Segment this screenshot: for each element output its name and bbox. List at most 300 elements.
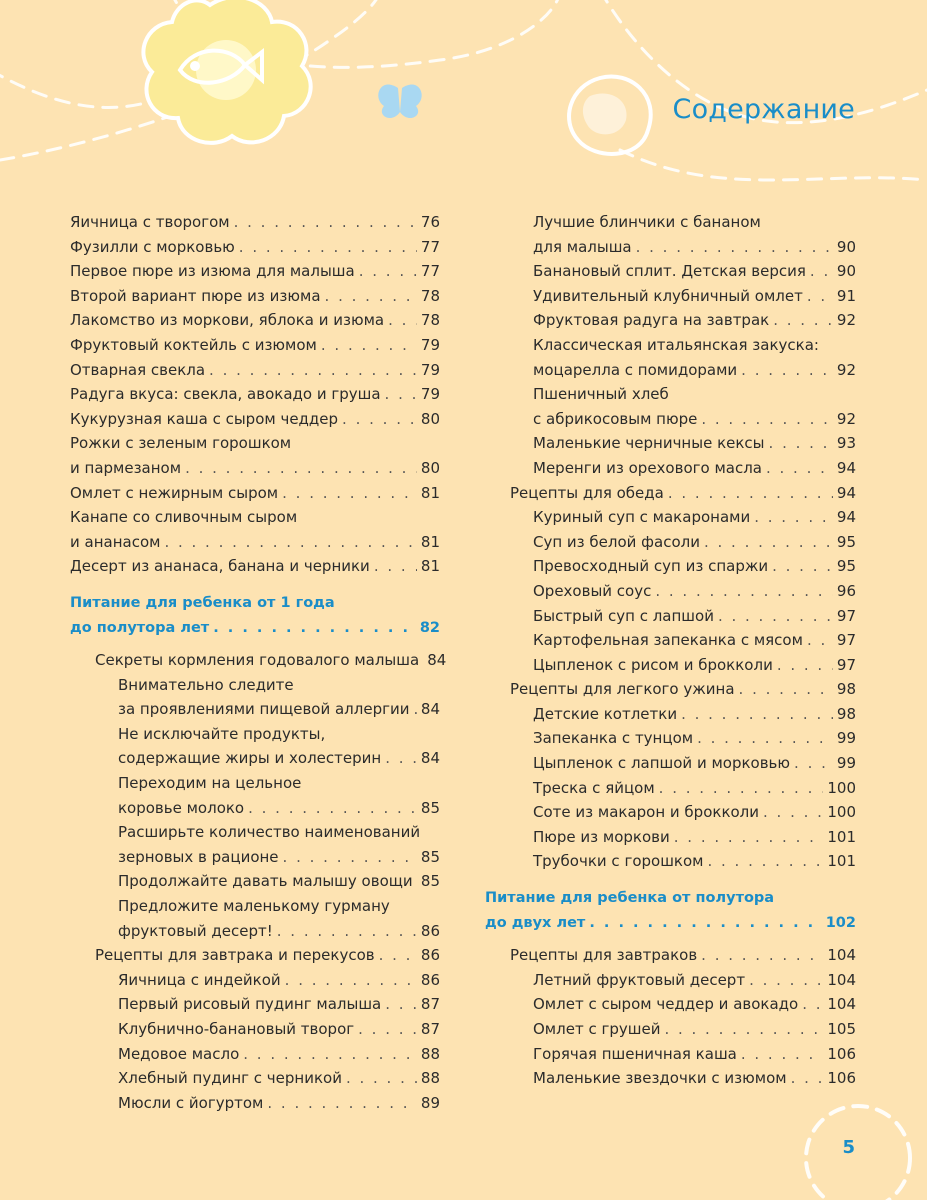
dot-leader: [325, 284, 417, 309]
toc-entry-row: [533, 456, 856, 481]
toc-entry: [485, 825, 856, 850]
toc-entry: [70, 259, 440, 284]
toc-entry-row: [70, 481, 440, 506]
toc-entry-title: содержащие жиры и холестерин: [118, 749, 382, 768]
toc-entry-title: Радуга вкуса: свекла, авокадо и груша: [70, 385, 381, 404]
toc-entry-row: [533, 992, 856, 1017]
toc-entry-title: за проявлениями пищевой аллергии: [118, 700, 410, 719]
toc-entry: [485, 579, 856, 604]
toc-entry-row: [533, 1042, 856, 1067]
toc-entry: [70, 210, 440, 235]
toc-entry: [485, 677, 856, 702]
toc-entry-row: [533, 628, 856, 653]
toc-entry-row: [533, 1066, 856, 1091]
toc-entry-title: Мюсли с йогуртом: [118, 1093, 264, 1112]
toc-entry-page: 81: [420, 483, 440, 502]
toc-entry: [485, 554, 856, 579]
dot-leader: [388, 308, 417, 333]
toc-entry-row: [118, 746, 440, 771]
toc-entry: [485, 968, 856, 993]
toc-entry: [485, 726, 856, 751]
toc-entry-page: 92: [836, 409, 856, 428]
dot-leader: [773, 308, 833, 333]
toc-entry: [485, 849, 856, 874]
dot-leader: [772, 554, 833, 579]
toc-entry-title-line: Рожки с зеленым горошком: [70, 434, 292, 453]
dot-leader: [589, 911, 821, 936]
dot-leader: [704, 530, 833, 555]
toc-entry-row: [70, 358, 440, 383]
toc-entry: [70, 333, 440, 358]
dot-leader: [346, 1066, 417, 1091]
toc-entry-page: 77: [420, 237, 440, 256]
toc-entry: [70, 968, 440, 993]
toc-entry: [485, 604, 856, 629]
dot-leader: [342, 407, 417, 432]
toc-entry: [70, 869, 440, 894]
toc-entry-title: Десерт из ананаса, банана и черники: [70, 557, 370, 576]
toc-entry-title: с абрикосовым пюре: [533, 409, 698, 428]
toc-entry-title: Суп из белой фасоли: [533, 532, 700, 551]
page-number: 5: [842, 1137, 855, 1158]
dot-leader: [718, 604, 833, 629]
toc-entry-title: Клубнично-банановый творог: [118, 1020, 355, 1038]
toc-entry-page: 88: [420, 1044, 440, 1063]
toc-entry: [485, 800, 856, 825]
toc-entry-page: 85: [420, 872, 440, 891]
toc-entry-row: [70, 308, 440, 333]
dot-leader: [267, 1091, 417, 1116]
dot-leader: [385, 746, 417, 771]
toc-entry-page: 78: [420, 286, 440, 305]
toc-entry-page: 104: [827, 946, 856, 965]
dot-leader: [321, 333, 417, 358]
dot-leader: [248, 796, 417, 821]
toc-entry: [70, 820, 440, 869]
toc-entry-row: [118, 968, 440, 993]
toc-entry: [485, 776, 856, 801]
toc-entry-title: и ананасом: [70, 532, 161, 551]
toc-entry-page: 101: [827, 827, 856, 846]
toc-entry-row: [533, 284, 856, 309]
toc-entry-row: [533, 702, 856, 727]
toc-list-right: [485, 210, 856, 1091]
toc-entry-page: 106: [827, 1044, 856, 1063]
toc-entry-title: Продолжайте давать малышу овощи: [118, 872, 413, 891]
toc-entry-row: [95, 943, 440, 968]
toc-entry-row: [533, 358, 856, 383]
toc-entry-title: коровье молоко: [118, 798, 245, 817]
toc-entry-page: 88: [420, 1069, 440, 1088]
toc-entry-title-line: Переходим на цельное: [118, 774, 302, 793]
toc-entry: [70, 554, 440, 579]
toc-entry-title-line: Не исключайте продукты,: [118, 724, 326, 743]
dot-leader: [379, 943, 417, 968]
toc-entry-title: Запеканка с тунцом: [533, 729, 694, 748]
dot-leader: [741, 358, 833, 383]
toc-entry-row: [70, 210, 440, 235]
dot-leader: [413, 697, 416, 722]
toc-entry-page: 84: [420, 700, 440, 719]
toc-entry: [70, 1091, 440, 1116]
toc-entry-page: 99: [836, 754, 856, 773]
toc-entry: [485, 530, 856, 555]
toc-entry-title: Куриный суп с макаронами: [533, 508, 751, 527]
toc-entry: [485, 992, 856, 1017]
toc-entry-page: 95: [836, 557, 856, 576]
toc-entry-page: 92: [836, 311, 856, 330]
toc-entry-title: Отварная свекла: [70, 360, 206, 379]
dot-leader: [668, 481, 833, 506]
toc-entry-title-line: Пшеничный хлеб: [533, 385, 669, 404]
toc-entry-title-line: Предложите маленькому гурману: [118, 897, 390, 916]
toc-entry: [485, 653, 856, 678]
toc-entry-title: Омлет с грушей: [533, 1020, 661, 1038]
toc-entry: [70, 1066, 440, 1091]
toc-entry-title: Горячая пшеничная каша: [533, 1044, 737, 1063]
toc-entry: [485, 1042, 856, 1067]
toc-entry-page: 86: [420, 970, 440, 989]
toc-entry-page: 87: [420, 1020, 440, 1038]
toc-entry-row: [533, 1017, 856, 1042]
toc-entry-title: для малыша: [533, 237, 632, 256]
toc-entry-title: до полутора лет: [70, 619, 210, 636]
toc-entry-page: 81: [420, 557, 440, 576]
toc-entry-page: 79: [420, 360, 440, 379]
toc-entry-row: [95, 648, 447, 673]
toc-entry-row: [533, 308, 856, 333]
toc-entry: [485, 481, 856, 506]
toc-entry: [485, 210, 856, 259]
toc-entry: [485, 456, 856, 481]
toc-entry: [70, 431, 440, 480]
toc-entry-row: [533, 604, 856, 629]
dot-leader: [243, 1042, 417, 1067]
toc-entry-row: [533, 653, 856, 678]
toc-entry-title: Первое пюре из изюма для малыша: [70, 262, 355, 281]
toc-entry-title: фруктовый десерт!: [118, 921, 273, 940]
toc-entry-page: 85: [420, 847, 440, 866]
toc-entry: [70, 722, 440, 771]
toc-entry-row: [70, 382, 440, 407]
toc-entry-row: [533, 800, 856, 825]
dot-leader: [769, 431, 833, 456]
dot-leader: [385, 992, 417, 1017]
page-title: Содержание: [672, 94, 855, 125]
toc-entry-page: 80: [420, 409, 440, 428]
toc-entry-title: Фруктовый коктейль с изюмом: [70, 335, 317, 354]
toc-entry-page: 84: [427, 651, 447, 670]
toc-entry-page: 101: [827, 852, 856, 871]
dot-leader: [741, 1042, 824, 1067]
toc-entry-row: [118, 919, 440, 944]
toc-entry: [70, 992, 440, 1017]
toc-entry-row: [533, 825, 856, 850]
dot-leader: [234, 210, 417, 235]
toc-entry-page: 106: [827, 1069, 856, 1088]
dot-leader: [358, 1017, 417, 1042]
toc-entry-title: Цыпленок с рисом и брокколи: [533, 655, 773, 674]
toc-entry-page: 77: [420, 262, 440, 281]
toc-entry-row: [70, 259, 440, 284]
dot-leader: [807, 284, 833, 309]
toc-entry: [70, 648, 447, 673]
toc-entry-page: 100: [827, 778, 856, 797]
dot-leader: [739, 677, 833, 702]
dot-leader: [164, 530, 416, 555]
toc-entry-title: зерновых в рационе: [118, 847, 279, 866]
toc-entry-page: 100: [827, 803, 856, 822]
toc-entry-page: 93: [836, 434, 856, 453]
dot-leader: [754, 505, 833, 530]
toc-entry-row: [533, 259, 856, 284]
dot-leader: [707, 849, 823, 874]
toc-entry: [70, 673, 440, 722]
toc-entry-page: 81: [420, 532, 440, 551]
toc-entry-title: Быстрый суп с лапшой: [533, 606, 714, 625]
toc-entry-page: 105: [827, 1020, 856, 1038]
toc-entry-title: Меренги из орехового масла: [533, 458, 762, 477]
toc-entry: [485, 628, 856, 653]
toc-entry-title: Удивительный клубничный омлет: [533, 286, 803, 305]
dot-leader: [794, 751, 833, 776]
toc-column-left: [70, 210, 447, 1115]
toc-entry-title: Секреты кормления годовалого малыша: [95, 651, 420, 670]
dot-leader: [766, 456, 833, 481]
toc-entry-row: [118, 1042, 440, 1067]
toc-entry-row: [533, 407, 856, 432]
toc-entry-row: [533, 751, 856, 776]
toc-entry-title: Рецепты для легкого ужина: [510, 680, 735, 699]
toc-entry: [485, 751, 856, 776]
toc-entry: [485, 308, 856, 333]
toc-entry-row: [510, 943, 856, 968]
toc-entry-page: 79: [420, 385, 440, 404]
toc-entry-page: 78: [420, 311, 440, 330]
toc-entry-row: [533, 849, 856, 874]
dot-leader: [282, 481, 417, 506]
dot-leader: [277, 919, 417, 944]
toc-entry-title: Рецепты для обеда: [510, 483, 664, 502]
dot-leader: [810, 259, 833, 284]
toc-entry-title-line: Расширьте количество наименований: [118, 823, 421, 842]
toc-entry: [485, 333, 856, 382]
toc-entry-title: Омлет с нежирным сыром: [70, 483, 279, 502]
butterfly-icon: [378, 84, 421, 118]
toc-entry-title: Цыпленок с лапшой и морковью: [533, 754, 791, 773]
toc-entry-title: Ореховый соус: [533, 581, 652, 600]
toc-entry-row: [70, 554, 440, 579]
toc-entry: [70, 771, 440, 820]
dot-leader: [185, 456, 417, 481]
toc-entry-title: Фруктовая радуга на завтрак: [533, 311, 770, 330]
toc-entry-title-line: Внимательно следите: [118, 675, 294, 694]
toc-entry-title-line: Питание для ребенка от полутора: [485, 890, 775, 907]
toc-entry-page: 95: [836, 532, 856, 551]
toc-entry-title: Картофельная запеканка с мясом: [533, 631, 803, 650]
toc-entry-row: [118, 1017, 440, 1042]
toc-entry: [485, 943, 856, 968]
toc-entry-page: 99: [836, 729, 856, 748]
toc-entry-row: [70, 616, 440, 641]
toc-entry-title: Медовое масло: [118, 1044, 240, 1063]
dot-leader: [385, 382, 417, 407]
toc-entry-title: Летний фруктовый десерт: [533, 970, 746, 989]
toc-entry-row: [533, 726, 856, 751]
dot-leader: [209, 358, 417, 383]
toc-entry-row: [118, 1091, 440, 1116]
baby-icon: [569, 77, 651, 154]
toc-entry-title: до двух лет: [485, 914, 586, 931]
toc-entry-title: Хлебный пудинг с черникой: [118, 1069, 342, 1088]
dot-leader: [701, 943, 823, 968]
toc-entry-row: [70, 456, 440, 481]
toc-entry: [70, 382, 440, 407]
toc-entry-title: моцарелла с помидорами: [533, 360, 738, 379]
toc-entry: [485, 382, 856, 431]
toc-entry-row: [533, 579, 856, 604]
toc-entry-row: [118, 697, 440, 722]
toc-entry: [485, 702, 856, 727]
toc-entry-title: Маленькие звездочки с изюмом: [533, 1069, 787, 1088]
toc-entry-page: 86: [420, 946, 440, 965]
toc-entry-title-line: Питание для ребенка от 1 года: [70, 594, 335, 611]
toc-entry-title: Рецепты для завтраков: [510, 946, 698, 965]
toc-entry-title: Первый рисовый пудинг малыша: [118, 995, 382, 1014]
dot-leader: [749, 968, 823, 993]
dot-leader: [359, 259, 417, 284]
dot-leader: [681, 702, 833, 727]
toc-entry-row: [70, 333, 440, 358]
toc-entry: [70, 481, 440, 506]
toc-entry-row: [510, 481, 856, 506]
toc-entry-page: 86: [420, 921, 440, 940]
toc-entry-page: 92: [836, 360, 856, 379]
toc-entry-row: [118, 1066, 440, 1091]
toc-entry-page: 90: [836, 262, 856, 281]
toc-entry-page: 98: [836, 680, 856, 699]
toc-entry-row: [118, 845, 440, 870]
dot-leader: [791, 1066, 824, 1091]
toc-entry: [485, 284, 856, 309]
dot-leader: [701, 407, 833, 432]
toc-entry-title: Яичница с творогом: [70, 213, 230, 231]
toc-entry-title: Детские котлетки: [533, 704, 678, 723]
toc-entry-page: 94: [836, 483, 856, 502]
dot-leader: [659, 776, 824, 801]
dot-leader: [777, 653, 833, 678]
toc-entry-page: 82: [419, 619, 440, 636]
toc-entry-title: Пюре из моркови: [533, 827, 670, 846]
toc-entry-page: 97: [836, 655, 856, 674]
toc-entry: [485, 259, 856, 284]
toc-entry: [485, 1017, 856, 1042]
toc-entry-page: 97: [836, 606, 856, 625]
flower-icon: [143, 0, 310, 143]
toc-entry-page: 84: [420, 749, 440, 768]
dot-leader: [763, 800, 823, 825]
toc-entry-title: Лакомство из моркови, яблока и изюма: [70, 311, 385, 330]
dot-leader: [213, 616, 416, 641]
toc-entry: [70, 407, 440, 432]
toc-entry-row: [70, 284, 440, 309]
toc-entry-page: 97: [836, 631, 856, 650]
toc-entry-row: [533, 235, 856, 260]
toc-entry-page: 76: [420, 213, 440, 231]
toc-entry-row: [533, 554, 856, 579]
dot-leader: [664, 1017, 823, 1042]
toc-entry-page: 94: [836, 458, 856, 477]
toc-entry-title: и пармезаном: [70, 458, 182, 477]
toc-entry-row: [118, 869, 440, 894]
toc-entry-title-line: Классическая итальянская закуска:: [533, 335, 819, 354]
toc-entry-title: Рецепты для завтрака и перекусов: [95, 946, 375, 965]
toc-entry-page: 98: [836, 704, 856, 723]
toc-entry: [70, 235, 440, 260]
toc-entry-page: 102: [825, 914, 856, 931]
toc-entry-page: 80: [420, 458, 440, 477]
toc-section-heading: [70, 591, 440, 640]
toc-entry-row: [533, 505, 856, 530]
toc-entry-title-line: Лучшие блинчики с бананом: [533, 213, 761, 231]
toc-entry-row: [118, 992, 440, 1017]
toc-entry-row: [533, 968, 856, 993]
toc-entry-row: [485, 911, 856, 936]
toc-entry: [70, 358, 440, 383]
toc-entry-page: 85: [420, 798, 440, 817]
toc-entry-page: 89: [420, 1093, 440, 1112]
toc-entry: [70, 284, 440, 309]
toc-entry-row: [510, 677, 856, 702]
toc-entry-page: 90: [836, 237, 856, 256]
toc-entry-title: Превосходный суп из спаржи: [533, 557, 769, 576]
dot-leader: [807, 628, 833, 653]
toc-entry-title: Трубочки с горошком: [533, 852, 704, 871]
dot-leader: [374, 554, 417, 579]
toc-entry-title: Соте из макарон и брокколи: [533, 803, 760, 822]
toc-entry: [485, 1066, 856, 1091]
toc-entry-title: Фузилли с морковью: [70, 237, 235, 256]
toc-entry-title: Кукурузная каша с сыром чеддер: [70, 409, 339, 428]
toc-entry-page: 96: [836, 581, 856, 600]
toc-entry-row: [118, 796, 440, 821]
dot-leader: [285, 968, 417, 993]
toc-column-right: [485, 210, 856, 1091]
toc-entry-title: Маленькие черничные кексы: [533, 434, 765, 453]
toc-entry-title: Второй вариант пюре из изюма: [70, 286, 321, 305]
dot-leader: [674, 825, 824, 850]
dot-leader: [283, 845, 417, 870]
toc-entry-title: Банановый сплит. Детская версия: [533, 262, 806, 281]
toc-entry-page: 104: [827, 970, 856, 989]
toc-entry-page: 104: [827, 995, 856, 1014]
toc-entry-page: 87: [420, 995, 440, 1014]
toc-entry: [70, 1042, 440, 1067]
toc-entry-row: [70, 530, 440, 555]
toc-entry-title-line: Канапе со сливочным сыром: [70, 508, 298, 527]
toc-entry-page: 94: [836, 508, 856, 527]
toc-section-heading: [485, 886, 856, 935]
toc-list-left: [70, 210, 447, 1115]
dot-leader: [655, 579, 833, 604]
toc-entry-page: 79: [420, 335, 440, 354]
toc-entry: [485, 505, 856, 530]
dot-leader: [239, 235, 417, 260]
toc-entry-page: 91: [836, 286, 856, 305]
toc-entry-title: Омлет с сыром чеддер и авокадо: [533, 995, 799, 1014]
toc-entry: [485, 431, 856, 456]
toc-entry: [70, 943, 440, 968]
